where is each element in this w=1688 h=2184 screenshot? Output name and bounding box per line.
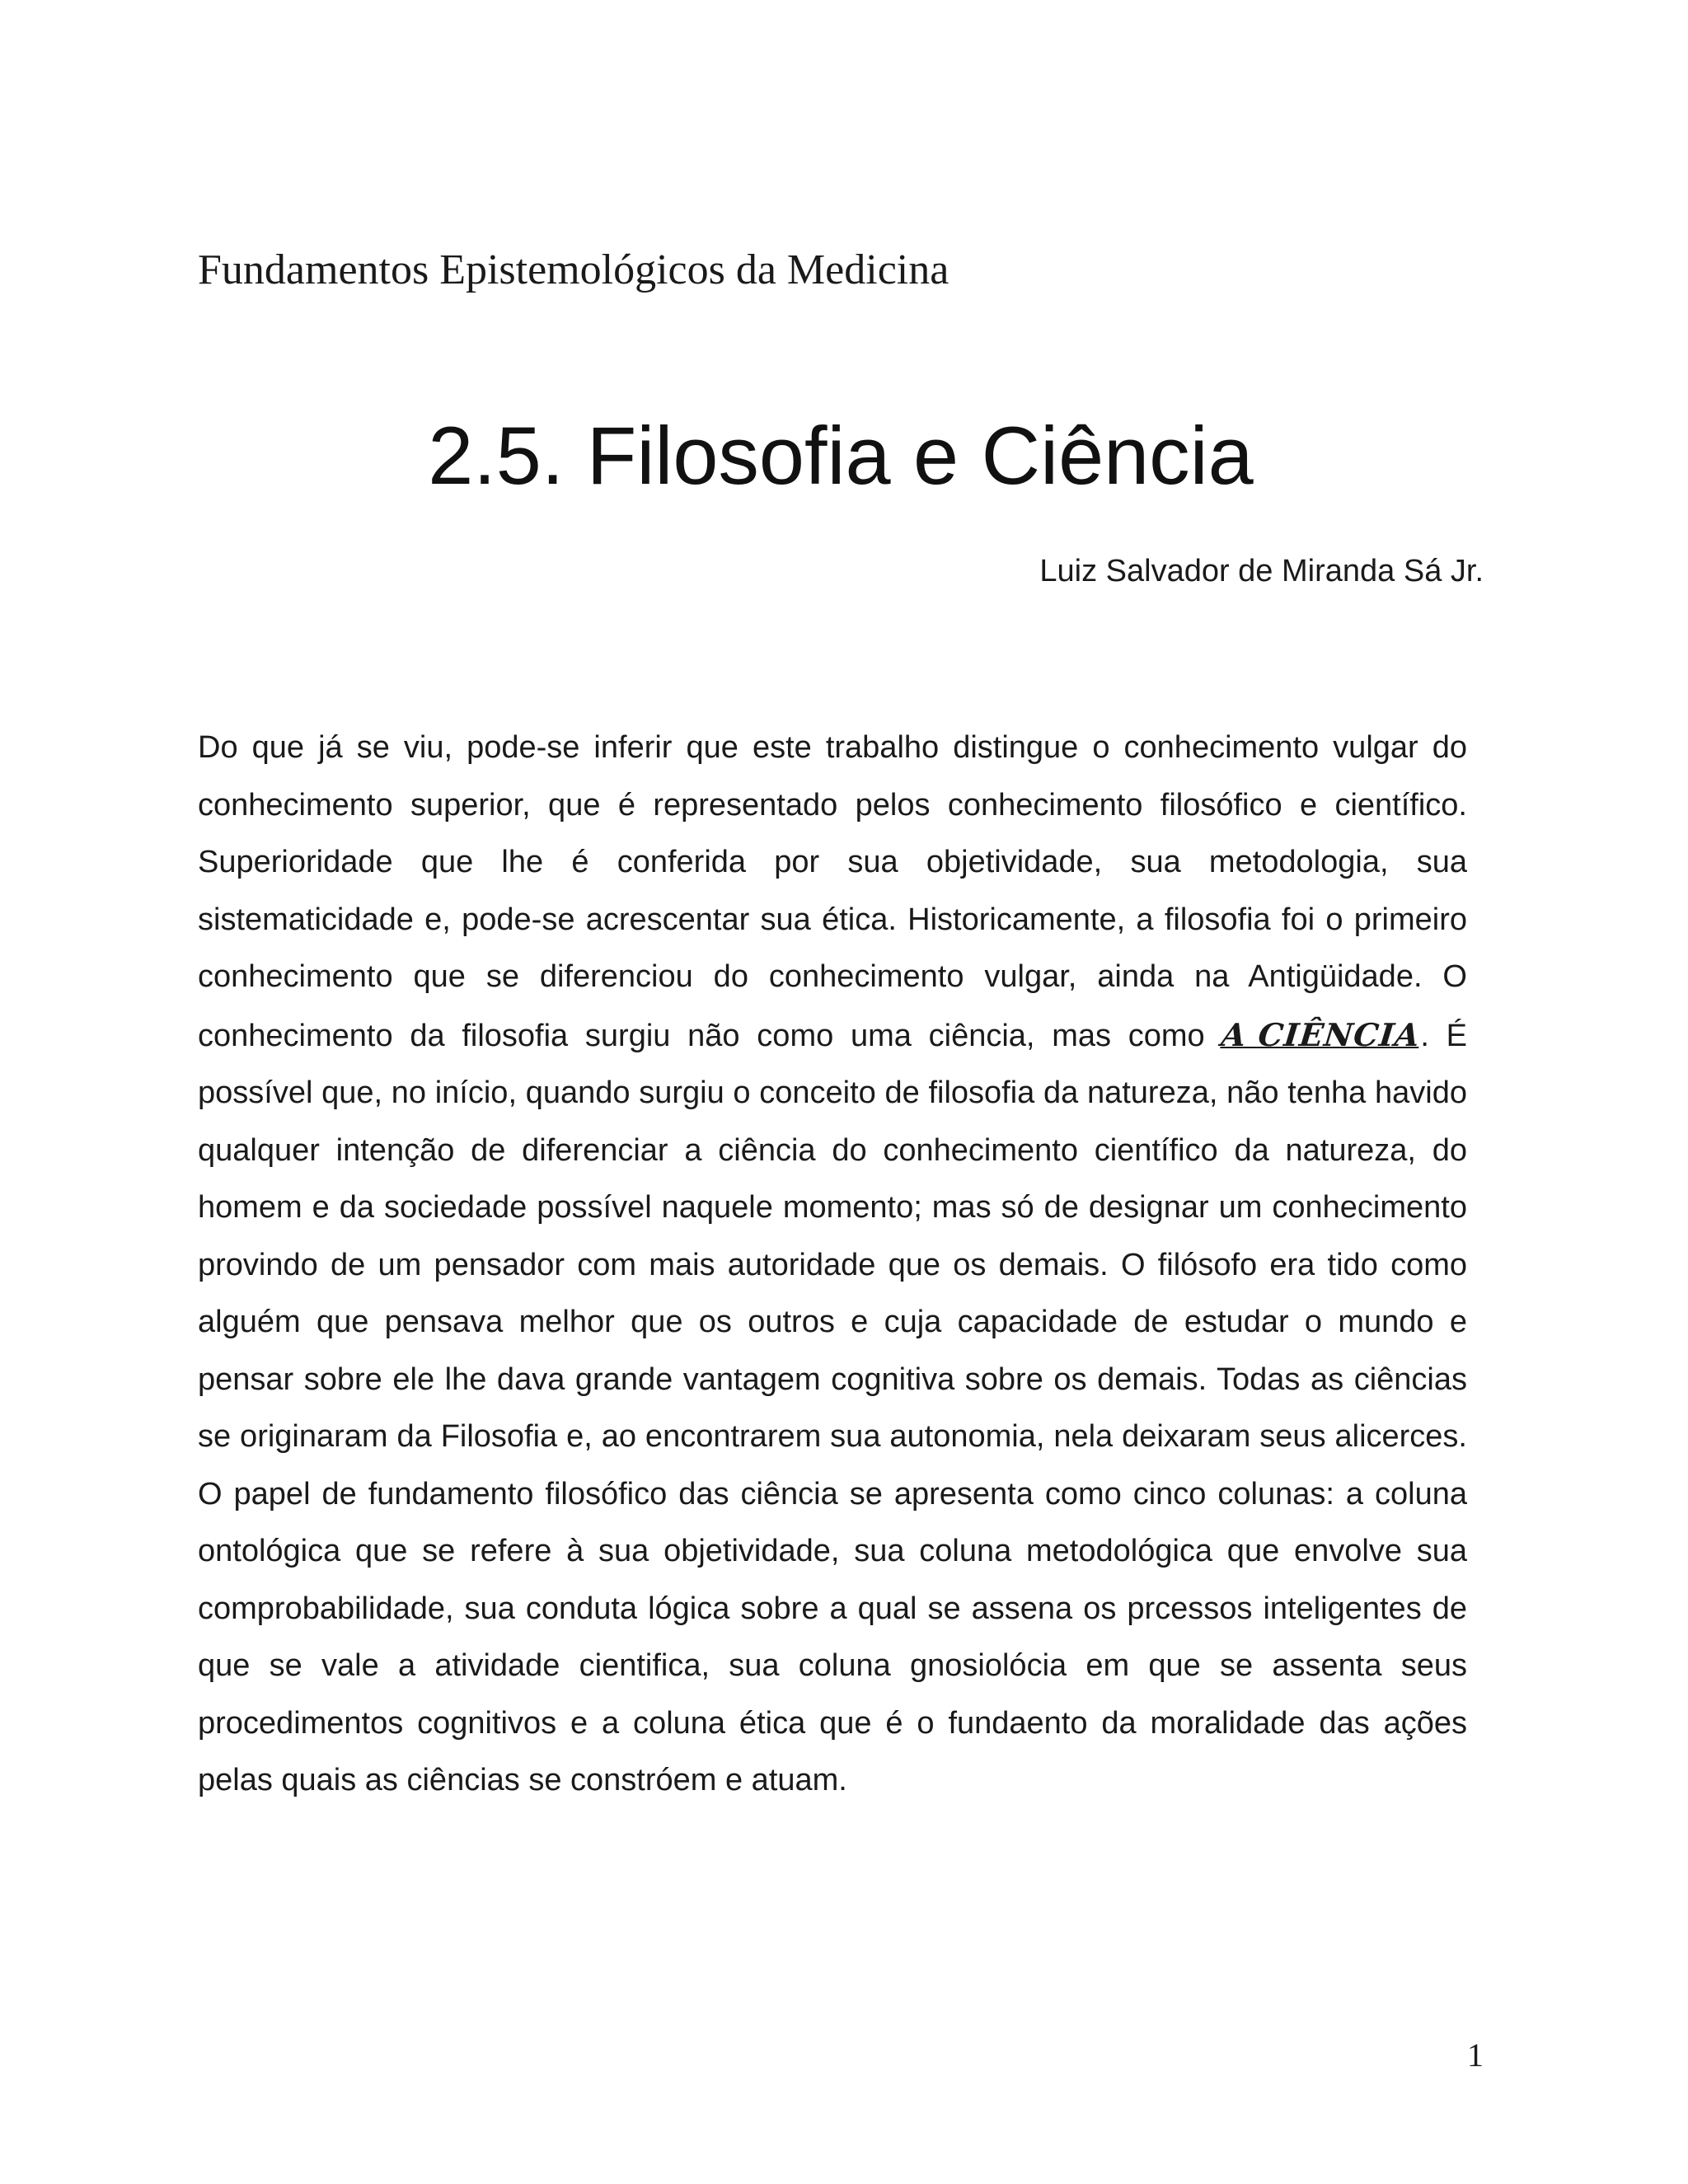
chapter-title: 2.5. Filosofia e Ciência [428, 410, 1254, 501]
running-header: Fundamentos Epistemológicos da Medicina [198, 246, 950, 293]
page-number: 1 [1467, 2036, 1484, 2074]
author-name: Luiz Salvador de Miranda Sá Jr. [1039, 554, 1484, 588]
decorative-term: A CIÊNCIA [1220, 1015, 1423, 1053]
body-paragraph [198, 719, 1467, 1810]
body-text-after: . É possível que, no início, quando surgiu o conceito de filosofia da natureza, não tenha havido qualquer intenção de diferenciar a ciência do conhecimento científico da natureza, do homem e da sociedade possível naquele momento; mas só de designar um conhecimento provindo de um pensador com mais autoridade que os demais. O filósofo era tido como alguém que pensava melhor que os outros e cuja capacidade de estudar o mundo e pensar sobre ele lhe dava grande vantagem cognitiva sobre os demais. Todas as ciências se originaram da Filosofia e, ao encontrarem sua autonomia, nela deixaram seus alicerces. O papel de fundamento filosófico das ciência se apresenta como cinco colunas: a coluna ontológica que se refere à sua objetividade, sua coluna metodológica que envolve sua comprobabilidade, sua conduta lógica sobre a qual se assena os prcessos inteligentes de que se vale a atividade cientifica, sua coluna gnosiolócia em que se assenta seus procedimentos cognitivos e a coluna ética que é o fundaento da moralidade das ações pelas quais as ciências se constróem e atuam. [198, 1018, 1468, 1797]
body-text-before: Do que já se viu, pode-se inferir que este trabalho distingue o conhecimento vulgar do conhecimento superior, que é representado pelos conhecimento filosófico e científico. Superioridade que lhe é conferida por sua objetividade, sua metodologia, sua sistematicidade e, pode-se acrescentar sua ética. Historicamente, a filosofia foi o primeiro conhecimento que se diferenciou do conhecimento vulgar, ainda na Antigüidade. O conhecimento da filosofia surgiu não como uma ciência, mas como [198, 730, 1467, 1053]
